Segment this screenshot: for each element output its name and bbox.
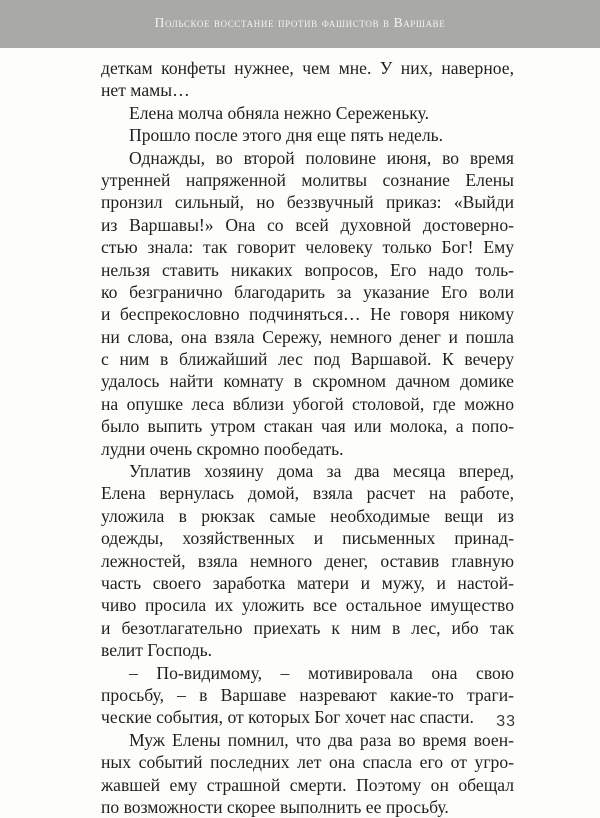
text-line: Елена вернулась домой, взяла расчет на работе, [101,483,514,504]
text-line: просьбу, – в Варшаве назревают какие-то траги- [101,684,514,705]
text-line: ни слова, она взяла Сережу, немного денег и пошла [101,326,514,347]
text-line: лежностей, взяла немного денег, оставив главную [101,550,514,571]
text-line: и беспрекословно подчиняться… Не говоря никому [101,304,514,325]
text-line: удалось найти комнату в скромном дачном домике [101,371,514,392]
running-head-band [0,0,600,48]
text-line: Прошло после этого дня еще пять недель. [129,125,444,146]
text-line: Однажды, во второй половине июня, во время [129,147,514,168]
text-line: утренней напряженной молитвы сознание Елены [101,169,514,190]
text-line: на опушке леса вблизи убогой столовой, где можно [101,393,514,414]
body-text [101,57,514,818]
text-line: – По-видимому, – мотивировала она свою [129,662,514,683]
text-line: по возможности скорее выполнить ее просьбу. [101,796,449,817]
text-line: Елена молча обняла нежно Сереженьку. [129,102,429,123]
text-line: пронзил сильный, но беззвучный приказ: «Выйди [101,192,514,213]
text-line: было выпить утром стакан чая или молока, а попо- [101,416,514,437]
text-line: лудни очень скромно пообедать. [101,438,344,459]
text-line: одежды, хозяйственных и письменных принад- [101,528,514,549]
text-line: чиво просила их уложить все остальное имущество [101,595,514,616]
text-line: Уплатив хозяину дома за два месяца вперед, [129,461,514,482]
text-line: ческие события, от которых Бог хочет нас спасти. [101,707,474,728]
text-line: с ним в ближайший лес под Варшавой. К вечеру [101,349,514,370]
text-line: велит Господь. [101,640,213,661]
text-line: деткам конфеты нужнее, чем мне. У них, наверное, [101,58,514,78]
text-line: уложила в рюкзак самые необходимые вещи из [101,505,514,526]
text-line: нельзя ставить никаких вопросов, Его надо толь- [101,259,514,280]
text-line: ко безгранично благодарить за указание Его воли [101,281,514,302]
text-line: жавшей ему страшной смерти. Поэтому он обещал [101,774,514,795]
text-line: стью знала: так говорит человеку только Бог! Ему [101,237,514,258]
text-line: ных событий последних лет она спасла его от угро- [101,752,514,773]
text-line: из Варшавы!» Она со всей духовной достоверно- [101,214,514,235]
running-head-title: Польское восстание против фашистов в Варшаве [154,15,446,30]
text-line: Муж Елены помнил, что два раза во время воен- [129,729,514,750]
page-number: 33 [496,713,516,730]
text-line: нет мамы… [101,80,190,101]
text-line: часть своего заработка матери и мужу, и настой- [101,572,514,593]
text-line: и безотлагательно приехать к ним в лес, ибо так [101,617,514,638]
